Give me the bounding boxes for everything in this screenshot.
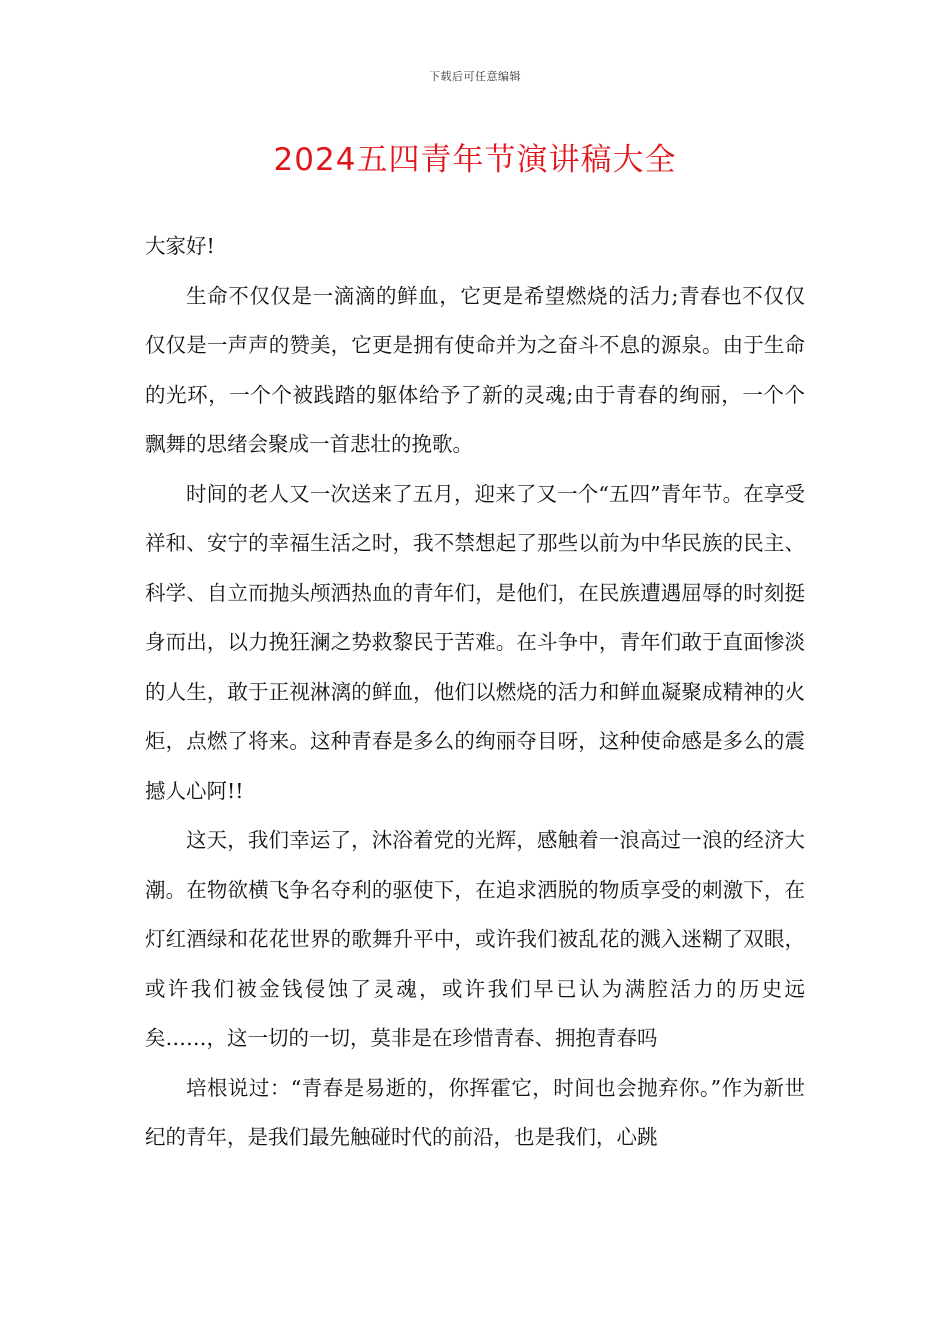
paragraph-1: 生命不仅仅是一滴滴的鲜血，它更是希望燃烧的活力;青春也不仅仅仅仅是一声声的赞美，它更是拥有使命并为之奋斗不息的源泉。由于生命的光环，一个个被践踏的躯体给予了新的灵魂;由于青春的绚丽，一个个飘舞的思绪会聚成一首悲壮的挽歌。 (145, 283, 805, 456)
paragraph-3: 这天，我们幸运了，沐浴着党的光辉，感触着一浪高过一浪的经济大潮。在物欲横飞争名夺利的驱使下，在追求洒脱的物质享受的刺激下，在灯红酒绿和花花世界的歌舞升平中，或许我们被乱花的溅入迷糊了双眼，或许我们被金钱侵蚀了灵魂，或许我们早已认为满腔活力的历史远矣……，这一切的一切，莫非是在珍惜青春、拥抱青春吗 (145, 828, 805, 1050)
paragraph-2: 时间的老人又一次送来了五月，迎来了又一个“五四”青年节。在享受祥和、安宁的幸福生活之时，我不禁想起了那些以前为中华民族的民主、科学、自立而抛头颅洒热血的青年们，是他们，在民族遭遇屈辱的时刻挺身而出，以力挽狂澜之势救黎民于苦难。在斗争中，青年们敢于直面惨淡的人生，敢于正视淋漓的鲜血，他们以燃烧的活力和鲜血凝聚成精神的火炬，点燃了将来。这种青春是多么的绚丽夺目呀，这种使命感是多么的震撼人心阿!! (145, 481, 805, 803)
greeting: 大家好! (145, 234, 215, 258)
document-title: 2024五四青年节演讲稿大全 (273, 142, 677, 178)
document-body (145, 222, 805, 1163)
header-note: 下载后可任意编辑 (429, 70, 521, 83)
paragraph-4: 培根说过：“青春是易逝的，你挥霍它，时间也会抛弃你。”作为新世纪的青年，是我们最先触碰时代的前沿，也是我们，心跳 (145, 1075, 805, 1149)
